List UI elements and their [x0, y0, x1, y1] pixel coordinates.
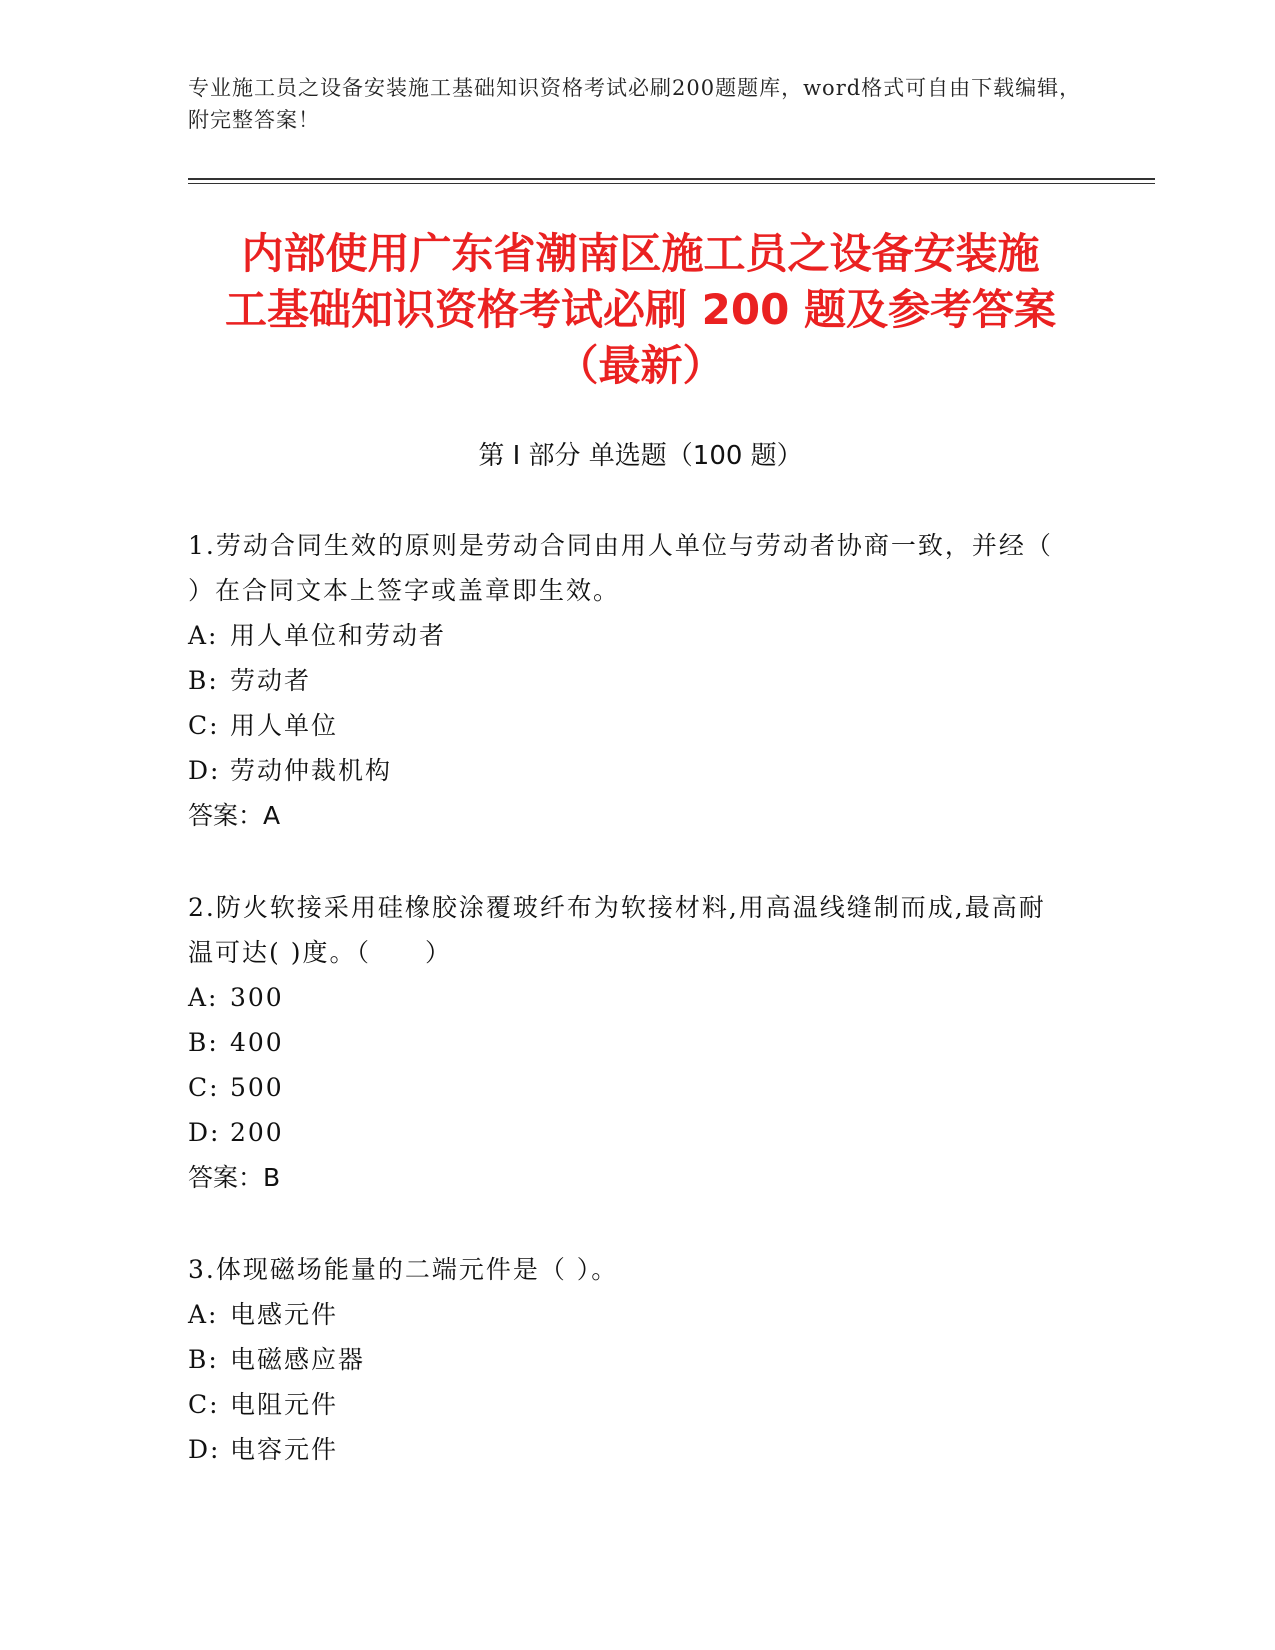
- option-b: [188, 1020, 1068, 1065]
- option-text: 电感元件: [230, 1300, 339, 1329]
- option-c: [188, 703, 1068, 748]
- option-letter: D:: [188, 1435, 221, 1464]
- option-a: [188, 1292, 1068, 1337]
- option-letter: B:: [188, 1345, 219, 1374]
- question-stem: 1.劳动合同生效的原则是劳动合同由用人单位与劳动者协商一致，并经（ ）在合同文本上签字或盖章即生效。: [188, 531, 1053, 605]
- option-d: [188, 748, 1068, 793]
- option-text: 电容元件: [230, 1435, 339, 1464]
- option-c: [188, 1382, 1068, 1427]
- title-line-3: （最新）: [556, 341, 725, 390]
- option-text: 用人单位和劳动者: [230, 621, 447, 650]
- document-title: [188, 226, 1093, 394]
- option-letter: A:: [188, 621, 219, 650]
- option-text: 劳动仲裁机构: [230, 756, 393, 785]
- question-2: [188, 885, 1068, 1200]
- option-c: [188, 1065, 1068, 1110]
- option-letter: B:: [188, 1028, 219, 1057]
- option-text: 劳动者: [230, 666, 312, 695]
- option-a: [188, 613, 1068, 658]
- option-text: 200: [230, 1118, 284, 1147]
- header-rule-thin: [188, 183, 1155, 184]
- option-letter: A:: [188, 983, 219, 1012]
- option-text: 电磁感应器: [230, 1345, 366, 1374]
- option-letter: A:: [188, 1300, 219, 1329]
- answer-line: 答案：B: [188, 1163, 281, 1192]
- option-text: 300: [230, 983, 284, 1012]
- option-letter: D:: [188, 1118, 221, 1147]
- question-3: [188, 1247, 1068, 1472]
- question-1: [188, 523, 1068, 838]
- option-text: 用人单位: [230, 711, 339, 740]
- title-line-2: 工基础知识资格考试必刷 200 题及参考答案: [225, 285, 1056, 334]
- option-letter: C:: [188, 1073, 220, 1102]
- answer-line: 答案：A: [188, 801, 281, 830]
- option-letter: B:: [188, 666, 219, 695]
- header-rule-thick: [188, 178, 1155, 180]
- option-letter: C:: [188, 1390, 220, 1419]
- option-d: [188, 1427, 1068, 1472]
- section-title: 第 I 部分 单选题（100 题）: [478, 441, 803, 471]
- option-letter: D:: [188, 756, 221, 785]
- option-text: 400: [230, 1028, 284, 1057]
- option-text: 500: [230, 1073, 284, 1102]
- option-a: [188, 975, 1068, 1020]
- title-line-1: 内部使用广东省潮南区施工员之设备安装施: [241, 229, 1040, 278]
- question-stem: 2.防火软接采用硅橡胶涂覆玻纤布为软接材料,用高温线缝制而成,最高耐温可达( )度。（ ）: [188, 893, 1046, 967]
- question-stem: 3.体现磁场能量的二端元件是（ ）。: [188, 1255, 619, 1284]
- option-letter: C:: [188, 711, 220, 740]
- option-b: [188, 1337, 1068, 1382]
- option-b: [188, 658, 1068, 703]
- option-d: [188, 1110, 1068, 1155]
- header-note: 专业施工员之设备安装施工基础知识资格考试必刷200题题库，word格式可自由下载编辑，附完整答案！: [188, 76, 1082, 132]
- option-text: 电阻元件: [230, 1390, 339, 1419]
